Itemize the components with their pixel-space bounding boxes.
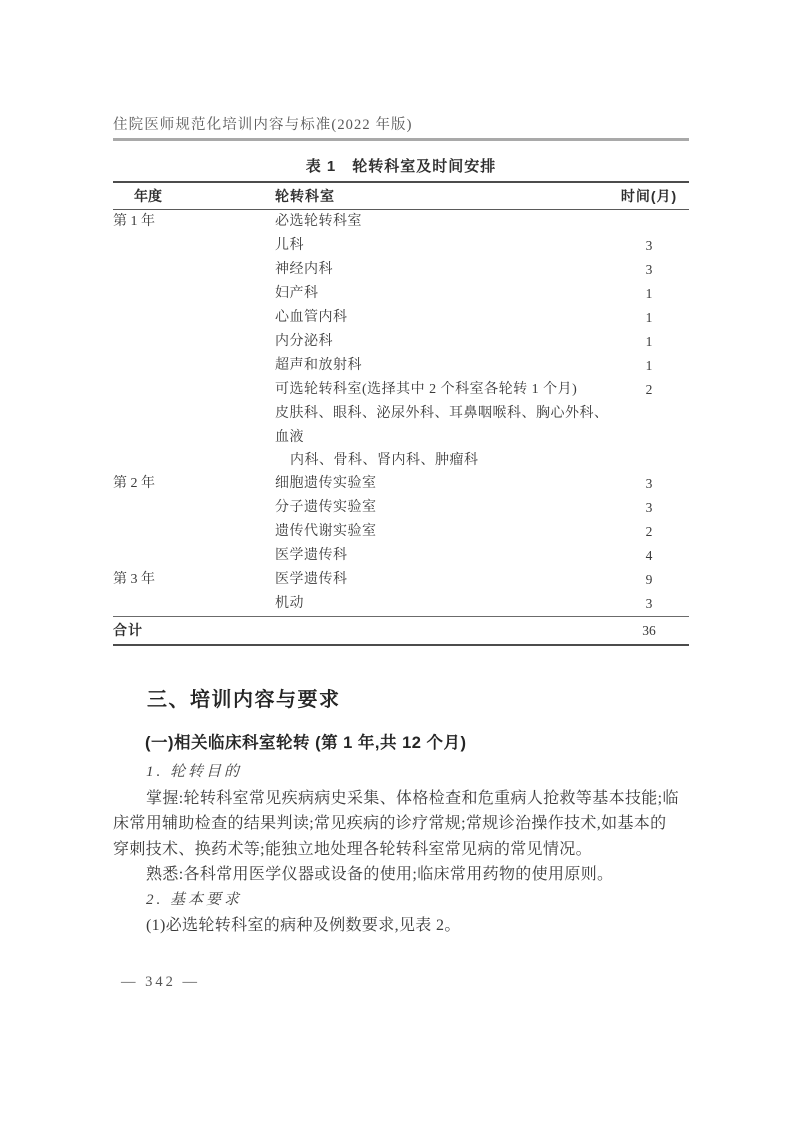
table-row <box>113 306 689 330</box>
department-name: 皮肤科、眼科、泌尿外科、耳鼻咽喉科、胸心外科、血液 <box>275 406 609 445</box>
cell-department <box>275 330 609 354</box>
table-body <box>113 210 689 616</box>
department-name: 遗传代谢实验室 <box>275 524 377 539</box>
table-row <box>113 330 689 354</box>
text-line: 穿刺技术、换药术等;能独立地处理各轮转科室常见病的常见情况。 <box>113 840 592 858</box>
cell-months: 3 <box>645 500 653 515</box>
table-row <box>113 472 689 496</box>
page-number: — 342 — <box>121 974 200 990</box>
cell-months: 1 <box>645 286 653 301</box>
cell-months: 9 <box>645 572 653 587</box>
cell-months: 1 <box>645 334 653 349</box>
cell-months: 3 <box>645 596 653 611</box>
cell-department <box>275 306 609 330</box>
text-line: (1)必选轮转科室的病种及例数要求,见表 2。 <box>146 917 461 934</box>
cell-months: 1 <box>645 358 653 373</box>
table-row <box>113 234 689 258</box>
cell-department <box>275 378 609 402</box>
department-name: 医学遗传科 <box>275 572 348 587</box>
table-row <box>113 520 689 544</box>
table-row <box>113 210 689 234</box>
cell-department <box>275 592 609 616</box>
department-name: 细胞遗传实验室 <box>275 476 377 491</box>
text-line: 1. 轮转目的 <box>146 764 243 780</box>
table-row <box>113 496 689 520</box>
department-name: 心血管内科 <box>275 310 348 325</box>
cell-months: 4 <box>645 548 653 563</box>
cell-department <box>275 520 609 544</box>
running-header: 住院医师规范化培训内容与标准(2022 年版) <box>113 117 413 133</box>
cell-year: 第 1 年 <box>113 214 155 229</box>
body-text <box>113 760 689 939</box>
cell-year: 第 3 年 <box>113 572 155 587</box>
text-line: 2. 基本要求 <box>146 891 243 908</box>
cell-department <box>275 282 609 306</box>
column-header-department: 轮转科室 <box>275 188 335 204</box>
department-name: 医学遗传科 <box>275 548 348 563</box>
table-row <box>113 378 689 402</box>
cell-department <box>275 496 609 520</box>
subsection-heading: (一)相关临床科室轮转 (第 1 年,共 12 个月) <box>145 734 467 752</box>
column-header-year: 年度 <box>134 188 162 204</box>
total-label: 合计 <box>113 622 143 638</box>
department-name: 机动 <box>275 596 304 611</box>
cell-department <box>275 210 609 234</box>
department-name: 必选轮转科室 <box>275 214 362 229</box>
table-header-row <box>113 183 689 210</box>
department-name: 神经内科 <box>275 262 333 277</box>
department-name: 超声和放射科 <box>275 358 362 373</box>
cell-department <box>275 402 609 472</box>
table-row <box>113 282 689 306</box>
text-line: 床常用辅助检查的结果判读;常见疾病的诊疗常规;常规诊治操作技术,如基本的 <box>113 815 667 832</box>
cell-department <box>275 568 609 592</box>
table-row <box>113 258 689 282</box>
text-line: 熟悉:各科常用医学仪器或设备的使用;临床常用药物的使用原则。 <box>146 866 614 883</box>
total-value: 36 <box>642 623 656 638</box>
department-name: 儿科 <box>275 238 304 253</box>
cell-months: 3 <box>645 262 653 277</box>
rotation-table <box>113 181 689 646</box>
table-row <box>113 402 689 472</box>
cell-months: 2 <box>645 524 653 539</box>
cell-months: 3 <box>645 238 653 253</box>
table-row <box>113 544 689 568</box>
cell-year: 第 2 年 <box>113 476 155 491</box>
table-row <box>113 568 689 592</box>
cell-months: 2 <box>645 382 653 397</box>
table-title: 表 1 轮转科室及时间安排 <box>305 158 497 175</box>
table-row <box>113 354 689 378</box>
cell-months: 3 <box>645 476 653 491</box>
table-total-row <box>113 616 689 644</box>
cell-department <box>275 258 609 282</box>
text-line: 掌握:轮转科室常见疾病病史采集、体格检查和危重病人抢救等基本技能;临 <box>146 789 679 807</box>
page-content <box>113 150 689 939</box>
table-row <box>113 592 689 616</box>
department-name: 内分泌科 <box>275 334 333 349</box>
department-name: 可选轮转科室(选择其中 2 个科室各轮转 1 个月) <box>275 382 578 397</box>
cell-department <box>275 234 609 258</box>
column-header-months: 时间(月) <box>620 188 678 204</box>
cell-department <box>275 544 609 568</box>
cell-months: 1 <box>645 310 653 325</box>
department-name-wrap: 内科、骨科、肾内科、肿瘤科 <box>290 453 479 468</box>
department-name: 妇产科 <box>275 286 319 301</box>
section-heading: 三、培训内容与要求 <box>147 689 341 711</box>
header-rule <box>113 138 689 141</box>
cell-department <box>275 472 609 496</box>
department-name: 分子遗传实验室 <box>275 500 377 515</box>
cell-department <box>275 354 609 378</box>
